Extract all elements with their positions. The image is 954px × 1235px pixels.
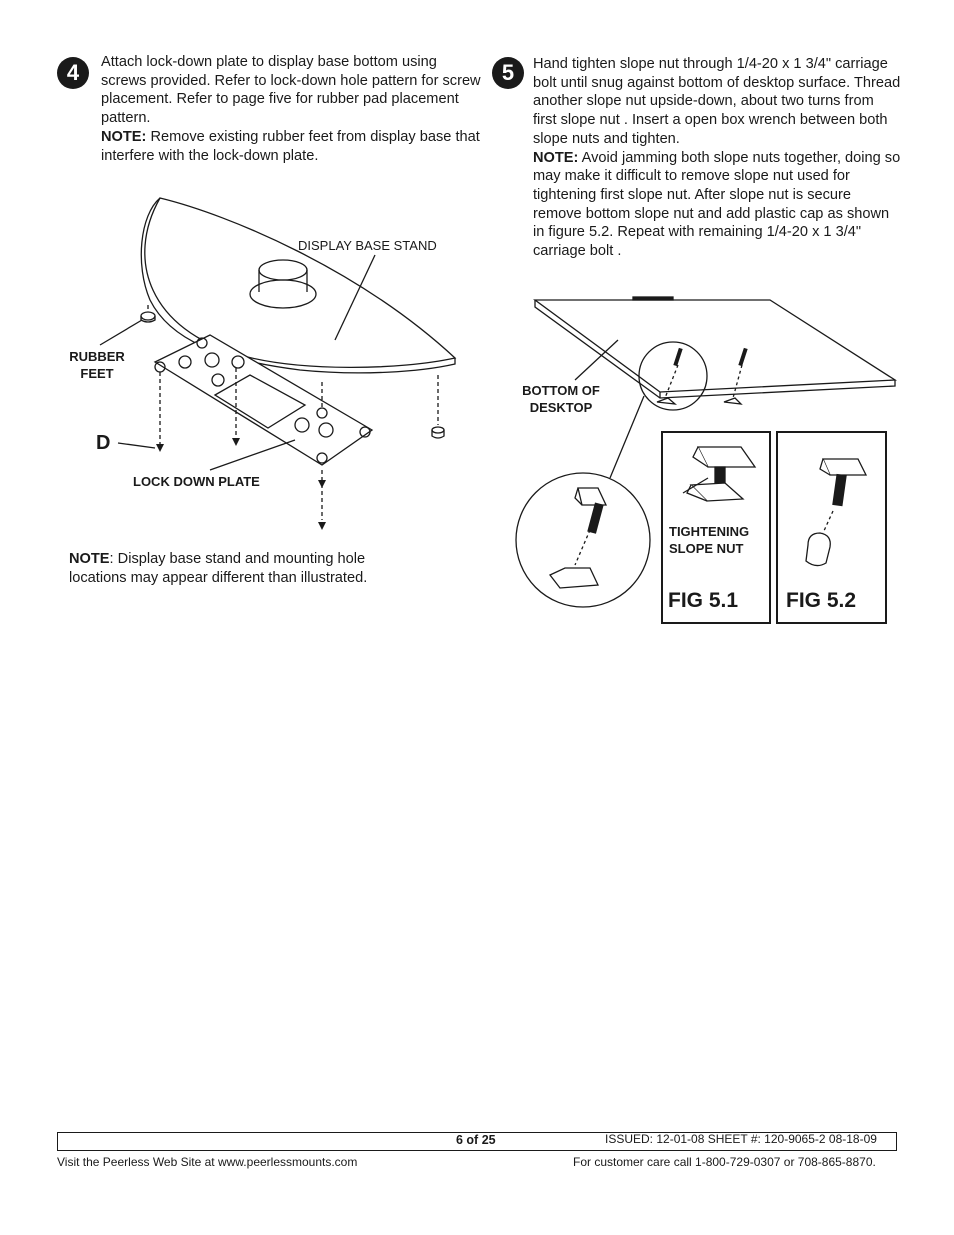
d-marker-label: D (96, 432, 111, 454)
step-5-badge: 5 (492, 57, 524, 89)
slope-nut-lower (550, 568, 598, 588)
bottom-of-desktop-line2: DESKTOP (529, 400, 593, 415)
fig-5-2-box (776, 431, 887, 624)
step-4-bottom-note-text: : Display base stand and mounting hole locations may appear different than illustrated. (69, 551, 368, 586)
step-4-bottom-note-label: NOTE (69, 551, 110, 567)
step-5-note-label: NOTE: (533, 149, 579, 166)
step-5-text: Hand tighten slope nut through 1/4-20 x 1 3/4" carriage bolt until snug against bottom of desktop surface. Thread another slope nut upside-down, about two turns from first slope nut . Insert a open box wrench between both slope nuts and tighten. (533, 56, 901, 147)
page-number: 6 of 25 (456, 1133, 496, 1147)
fig-5-2-label: FIG 5.2 (786, 589, 857, 612)
carriage-bolt-icon (587, 502, 603, 533)
slope-nut-upper (578, 488, 606, 505)
fig-5-1-drawing (663, 433, 769, 533)
customer-care-text: For customer care call 1-800-729-0307 or 708-865-8870. (573, 1155, 876, 1169)
fig-5-1-label: FIG 5.1 (668, 589, 739, 612)
bottom-of-desktop-line1: BOTTOM OF (522, 383, 600, 398)
fig-5-2-drawing (778, 433, 885, 573)
step-5-note-text: Avoid jamming both slope nuts together, doing so may make it difficult to remove slope nut used for tightening first slope nut. After slope nut is secure remove bottom slope nut and add plastic cap as shown in figure 5.2. Repeat with remaining 1/4-20 x 1 3/4" carriage bolt . (533, 149, 901, 260)
tightening-line1: TIGHTENING (669, 524, 750, 539)
display-base-stand-label: DISPLAY BASE STAND (298, 238, 437, 253)
tightening-slope-nut-label (669, 523, 749, 557)
bottom-of-desktop-label (515, 382, 607, 416)
rubber-feet-label-line2: FEET (80, 366, 114, 381)
step-4-text: Attach lock-down plate to display base bottom using screws provided. Refer to lock-down hole pattern for screw placement. Refer to page five for rubber pad placement pattern. (101, 54, 481, 127)
tightening-line2: SLOPE NUT (669, 541, 744, 556)
issued-info: ISSUED: 12-01-08 SHEET #: 120-9065-2 08-18-09 (605, 1132, 877, 1146)
step-4-badge: 4 (57, 57, 89, 89)
website-text: Visit the Peerless Web Site at www.peerlessmounts.com (57, 1155, 358, 1169)
step-4-note-text: Remove existing rubber feet from display base that interfere with the lock-down plate. (101, 128, 480, 164)
lock-down-plate-label: LOCK DOWN PLATE (133, 474, 260, 489)
fig-5-1-box (661, 431, 771, 624)
step-4-note-label: NOTE: (101, 128, 147, 145)
plastic-cap (806, 533, 830, 566)
rubber-feet-label-line1: RUBBER (69, 349, 125, 364)
